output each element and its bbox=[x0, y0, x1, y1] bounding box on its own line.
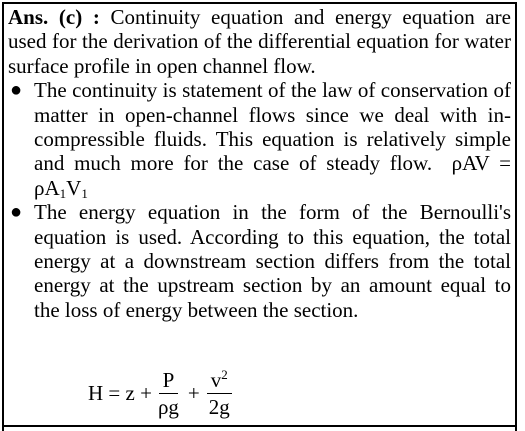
answer-intro bbox=[8, 5, 511, 78]
subscript-1: 1 bbox=[59, 185, 67, 201]
answer-content bbox=[8, 5, 511, 322]
intro-text: Continuity equation and energy equation are used for the derivation of the differential equation for water surface profile in open channel flow. bbox=[8, 5, 511, 78]
bullet-energy bbox=[8, 200, 511, 322]
equation-v: V bbox=[66, 175, 82, 200]
velocity-numerator bbox=[207, 368, 232, 394]
bullet-list bbox=[8, 78, 511, 322]
velocity-base: v bbox=[210, 367, 222, 392]
pressure-denominator: ρg bbox=[157, 394, 179, 419]
answer-lead: Ans. (c) : bbox=[8, 5, 100, 29]
formula-plus: + bbox=[187, 380, 200, 405]
equation-lhs: ρAV = ρA bbox=[34, 151, 512, 200]
bullet-dot-icon: ● bbox=[10, 79, 23, 102]
subscript-2: 1 bbox=[81, 185, 88, 201]
bernoulli-formula bbox=[88, 365, 236, 421]
velocity-exponent: 2 bbox=[221, 366, 228, 382]
bottom-rule bbox=[2, 425, 517, 427]
velocity-denominator: 2g bbox=[208, 394, 230, 419]
velocity-fraction bbox=[205, 368, 234, 419]
pressure-numerator: P bbox=[159, 368, 179, 394]
pressure-fraction bbox=[154, 368, 183, 419]
energy-text: The energy equation in the form of the Bernoulli's equation is used. According to this equation, the total energy at a downstream section differs from the total energy at the upstream section by an amount equal to the loss of energy between the section. bbox=[34, 200, 511, 322]
continuity-text: The continuity is statement of the law of conservation of matter in open-channel flows since we deal with in-compressible fluids. This equation is relatively simple and much more for the case of steady flow. bbox=[34, 78, 511, 176]
formula-lhs: H = z + bbox=[88, 380, 152, 405]
bullet-dot-icon: ● bbox=[10, 201, 23, 224]
bullet-continuity bbox=[8, 78, 511, 200]
